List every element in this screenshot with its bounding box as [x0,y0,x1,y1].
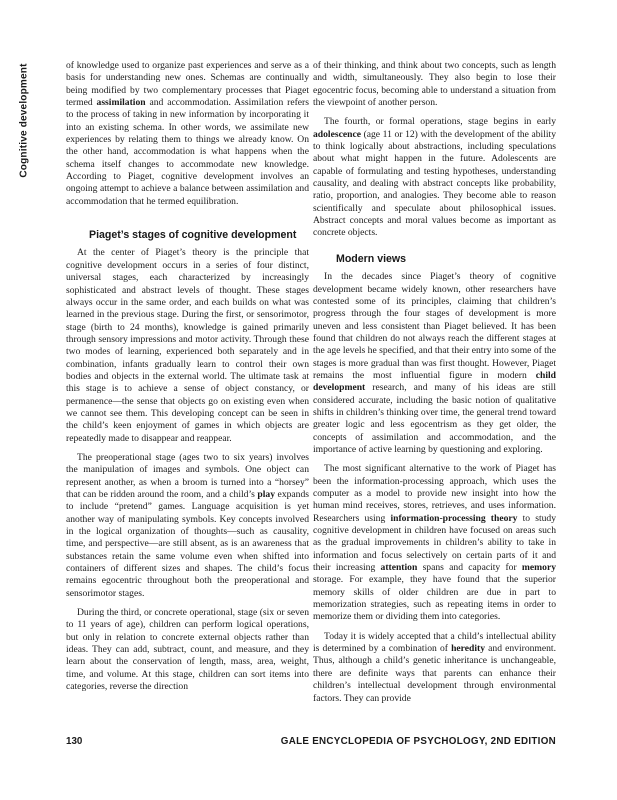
running-footer-title: GALE ENCYCLOPEDIA OF PSYCHOLOGY, 2ND EDITION [280,736,556,747]
text-run: of knowledge used to organize past experiences and serve as a basis for understanding new ones. Schemas are continually being modified by two complementary processes that Piaget termed [66,60,309,109]
right-column [313,60,556,705]
text-run: of their thinking, and think about two concepts, such as length and width, simultaneously. They also begin to lose their egocentric focus, becoming able to understand a situation from the viewpoint of another person. [313,60,556,109]
right-paragraph-5 [313,631,556,705]
text-run: storage. For example, they have found that the superior memory skills of older children are due in part to memorization strategies, such as repeating items in order to memorize them or dividing them into categories. [313,574,556,623]
text-run: research, and many of his ideas are still considered accurate, including the basic notion of qualitative shifts in children’s thinking over time, the general trend toward greater logic and less egocentrism as they get older, the concepts of assimilation and accommodation, and the importance of active learning by questioning and exploring. [313,382,556,455]
glossary-term: information-processing theory [390,512,518,524]
text-run: During the third, or concrete operational, stage (six or seven to 11 years of age), children can perform logical operations, but only in relation to concrete external objects rather than ideas. They can add, subtract, count, and measure, and they learn about the conservation of length, mass, area, weight, time, and volume. At this stage, children can sort items into categories, reverse the direction [66,607,309,693]
page-footer [66,736,556,750]
glossary-term: attention [380,562,418,574]
glossary-term: assimilation [96,97,146,109]
page-number: 130 [66,736,83,747]
left-paragraph-2 [66,247,309,445]
glossary-term: memory [521,562,556,574]
text-run: At the center of Piaget’s theory is the principle that cognitive development occurs in a series of four distinct, universal stages, each characterized by increasingly sophisticated and abstract levels of thought. These stages always occur in the same order, and each builds on what was learned in the previous stage. During the first, or sensorimotor, stage (birth to 24 months), knowledge is gained primarily through sensory impressions and motor activity. Through these two modes of learning, experienced both separately and in combination, infants gradually learn to control their own bodies and objects in the external world. The ultimate task at this stage is to achieve a sense of object constancy, or permanence—the sense that objects go on existing even when we cannot see them. This developing concept can be seen in the child’s keen enjoyment of games in which objects are repeatedly made to disappear and reappear. [66,247,309,444]
text-run: The fourth, or formal operations, stage begins in early [324,116,556,128]
glossary-term: child development [313,369,556,394]
text-run: The most significant alternative to the work of Piaget has been the information-processing approach, which uses the computer as a model to provide new insight into how the human mind receives, stores, retrieves, and uses information. Researchers using [313,463,556,524]
text-run: to study cognitive development in children have focused on areas such as the gradual improvements in children’s ability to take in information and focus selectively on certain parts of it and their increasing [313,512,556,574]
text-run: spans and capacity for [417,562,522,574]
text-run: Today it is widely accepted that a child’s intellectual ability is determined by a combination of [313,630,556,655]
text-run: and environment. Thus, although a child’s genetic inheritance is unchangeable, there are definite ways that parents can enhance their children’s intellectual development through environmental factors. They can provide [313,643,556,704]
text-run: The preoperational stage (ages two to six years) involves the manipulation of images and symbols. One object can represent another, as when a broom is turned into a “horsey” that can be ridden around the room, and a child’s [66,451,309,500]
glossary-term: play [257,489,276,500]
section-side-tab-label: Cognitive development [18,62,30,178]
glossary-term: adolescence [313,128,361,140]
modern-views-heading: Modern views [336,252,407,265]
left-paragraph-1 [66,60,309,208]
left-paragraph-3 [66,452,309,600]
text-run: (age 11 or 12) with the development of the ability to think logically about abstractions, including speculations about what might happen in the future. Adolescents are capable of formulating and testing hypotheses, understanding causality, and dealing with abstract concepts like probability, ratio, proportion, and analogies. They become able to reason scientifically and speculate about philosophical issues. Abstract concepts and moral values become as important as concrete objects. [313,128,556,239]
right-paragraph-2 [313,116,556,239]
text-run: and accommodation. Assimilation refers to the process of taking in new information by incorporating it into an existing schema. In other words, we assimilate new experiences by relating them to things we already know. On the other hand, accommodation is what happens when the schema itself changes to accommodate new knowledge. According to Piaget, cognitive development involves an ongoing attempt to achieve a balance between assimilation and accommodation that he termed equilibration. [66,97,309,207]
left-paragraph-4 [66,607,309,693]
right-paragraph-3 [313,271,556,456]
right-paragraph-1 [313,60,556,109]
left-column [66,60,309,694]
text-run: expands to include “pretend” games. Language acquisition is yet another way of manipulating symbols. Key concepts involved in the logical organization of thoughts—such as causality, time, and perspective—are still absent, as is an awareness that substances retain the same volume even when shifted into containers of different sizes and shapes. The child’s focus remains egocentric throughout both the preoperational and sensorimotor stages. [66,489,309,599]
right-paragraph-4 [313,463,556,623]
text-run: In the decades since Piaget’s theory of cognitive development became widely known, other researchers have contested some of its principles, claiming that children’s progress through the four stages of development is more uneven and less consistent than Piaget believed. It has been found that children do not always reach the different stages at the age levels he specified, and that their entry into some of the stages is more gradual than was first thought. However, Piaget remains the most influential figure in modern [313,271,556,381]
stages-heading: Piaget’s stages of cognitive development [89,229,297,242]
section-side-tab [14,60,34,180]
glossary-term: heredity [451,643,486,655]
